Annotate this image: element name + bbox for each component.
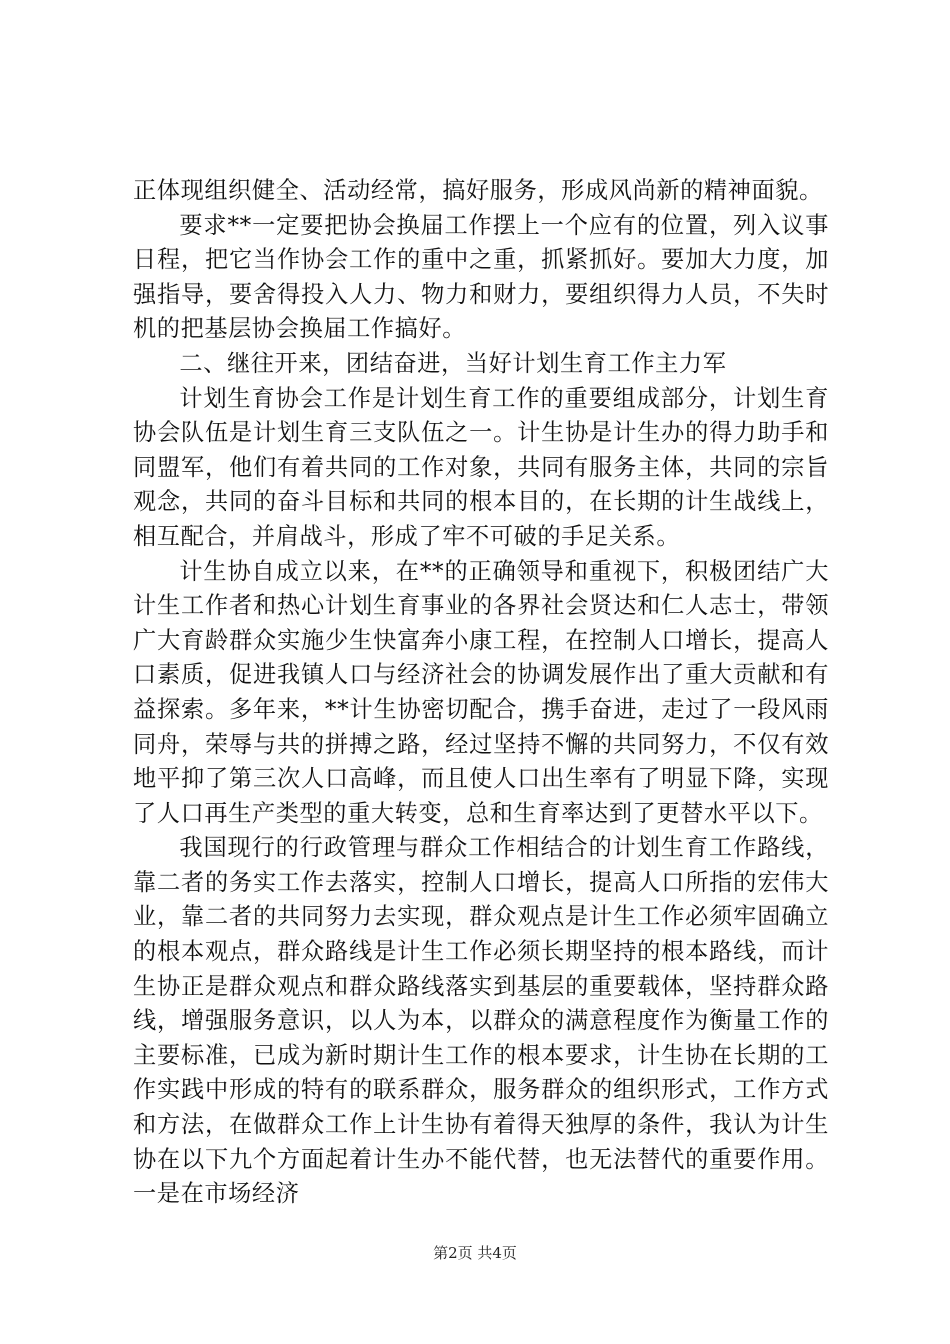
paragraph-continuation: 正体现组织健全、活动经常，搞好服务，形成风尚新的精神面貌。 xyxy=(133,177,823,204)
page-footer: 第2页 共4页 xyxy=(433,1244,517,1262)
section-heading: 二、继往开来，团结奋进，当好计划生育工作主力军 xyxy=(179,349,727,377)
paragraph-mass-line: 我国现行的行政管理与群众工作相结合的计划生育工作路线，靠二者的务实工作去落实，控制人口增长，提高人口所指的宏伟大业，靠二者的共同努力去实现，群众观点是计生工作必须牢固确立的根本观点，群众路线是计生工作必须长期坚持的根本路线，而计生协正是群众观点和群众路线落实到基层的重要载体，坚持群众路线，增强服务意识，以人为本，以群众的满意程度作为衡量工作的主要标准，已成为新时期计生工作的根本要求，计生协在长期的工作实践中形成的特有的联系群众，服务群众的组织形式，工作方式和方法，在做群众工作上计生协有着得天独厚的条件，我认为计生协在以下九个方面起着计生办不能代替，也无法替代的重要作用。一是在市场经济 xyxy=(133,834,829,1208)
paragraph-history: 计生协自成立以来，在**的正确领导和重视下，积极团结广大计生工作者和热心计划生育事业的各界社会贤达和仁人志士，带领广大育龄群众实施少生快富奔小康工程，在控制人口增长，提高人口素质，促进我镇人口与经济社会的协调发展作出了重大贡献和有益探索。多年来，**计生协密切配合，携手奋进，走过了一段风雨同舟，荣辱与共的拼搏之路，经过坚持不懈的共同努力，不仅有效地平抑了第三次人口高峰，而且使人口出生率有了明显下降，实现了人口再生产类型的重大转变，总和生育率达到了更替水平以下。 xyxy=(133,557,829,827)
paragraph-association-role: 计划生育协会工作是计划生育工作的重要组成部分，计划生育协会队伍是计划生育三支队伍之一。计生协是计生办的得力助手和同盟军，他们有着共同的工作对象，共同有服务主体，共同的宗旨观念，共同的奋斗目标和共同的根本目的，在长期的计生战线上，相互配合，并肩战斗，形成了牢不可破的手足关系。 xyxy=(133,384,829,550)
paragraph-requirement: 要求**一定要把协会换届工作摆上一个应有的位置，列入议事日程，把它当作协会工作的重中之重，抓紧抓好。要加大力度，加强指导，要舍得投入人力、物力和财力，要组织得力人员，不失时机的把基层协会换届工作搞好。 xyxy=(133,211,829,343)
document-body xyxy=(133,174,829,1212)
